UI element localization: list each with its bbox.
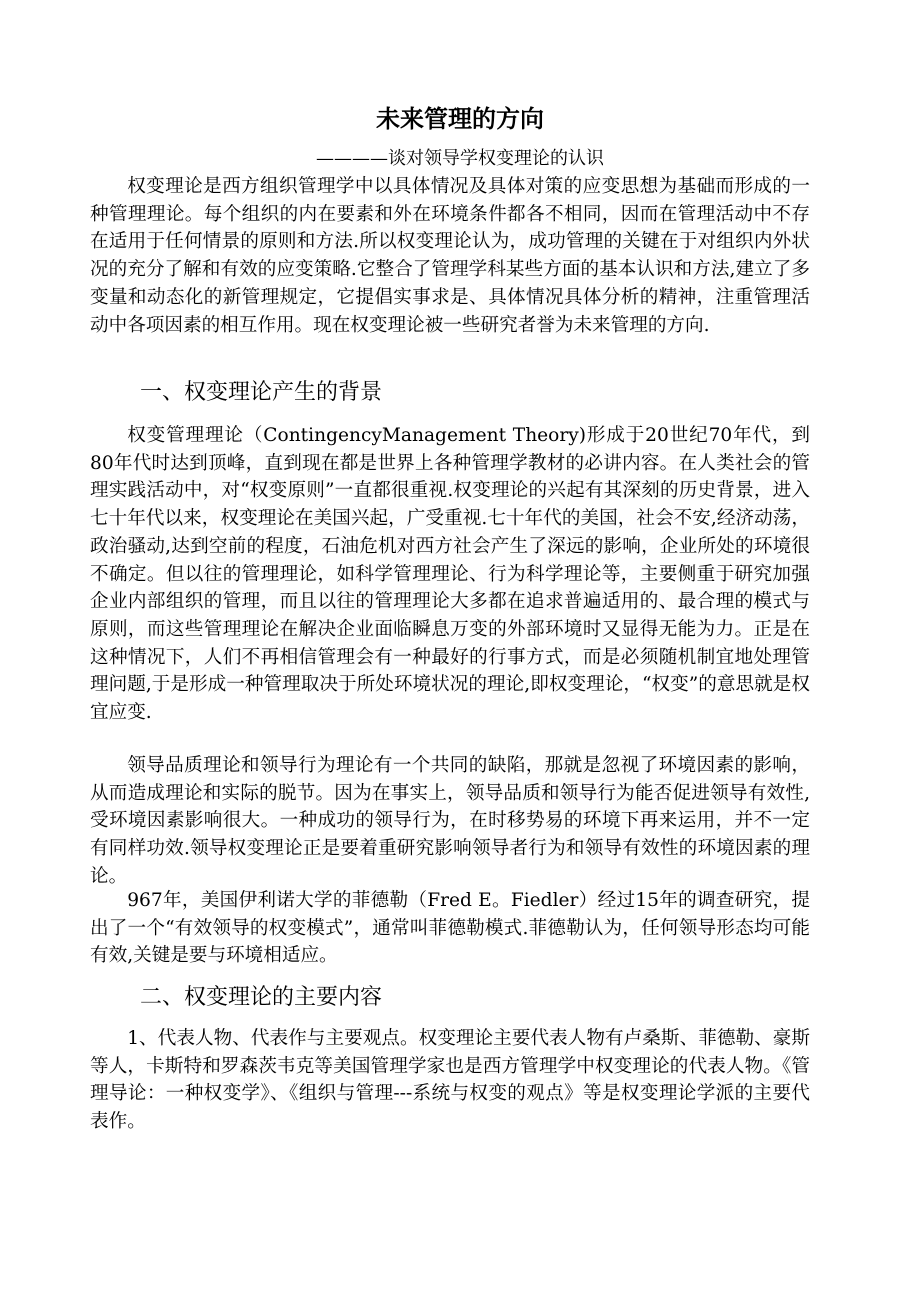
background-paragraph-2: 领导品质理论和领导行为理论有一个共同的缺陷，那就是忽视了环境因素的影响，从而造成理论和实际的脱节。因为在事实上，领导品质和领导行为能否促进领导有效性,受环境因素影响很大。一种成功的领导行为，在时移势易的环境下再来运用，并不一定有同样功效.领导权变理论正是要着重研究影响领导者行为和领导有效性的环境因素的理论。 [90, 755, 810, 887]
background-paragraph-1: 权变管理理论（ContingencyManagement Theory)形成于20世纪70年代，到80年代时达到顶峰，直到现在都是世界上各种管理学教材的必讲内容。在人类社会的管理实践活动中，对“权变原则”一直都很重视.权变理论的兴起有其深刻的历史背景，进入七十年代以来，权变理论在美国兴起，广受重视.七十年代的美国，社会不安,经济动荡，政治骚动,达到空前的程度，石油危机对西方社会产生了深远的影响，企业所处的环境很不确定。但以往的管理理论，如科学管理理论、行为科学理论等，主要侧重于研究加强企业内部组织的管理，而且以往的管理理论大多都在追求普遍适用的、最合理的模式与原则，而这些管理理论在解决企业面临瞬息万变的外部环境时又显得无能为力。正是在这种情况下，人们不再相信管理会有一种最好的行事方式，而是必须随机制宜地处理管理问题,于是形成一种管理取决于所处环境状况的理论,即权变理论，“权变”的意思就是权宜应变. [90, 425, 810, 724]
intro-paragraph: 权变理论是西方组织管理学中以具体情况及具体对策的应变思想为基础而形成的一种管理理论。每个组织的内在要素和外在环境条件都各不相同，因而在管理活动中不存在适用于任何情景的原则和方法.所以权变理论认为，成功管理的关键在于对组织内外状况的充分了解和有效的应变策略.它整合了管理学科某些方面的基本认识和方法,建立了多变量和动态化的新管理规定，它提倡实事求是、具体情况具体分析的精神，注重管理活动中各项因素的相互作用。现在权变理论被一些研究者誉为未来管理的方向. [90, 176, 810, 336]
document-subtitle: ————谈对领导学权变理论的认识 [316, 148, 604, 169]
background-paragraph-3: 967年，美国伊利诺大学的菲德勒（Fred E。Fiedler）经过15年的调查研究，提出了一个“有效领导的权变模式”，通常叫菲德勒模式.菲德勒认为，任何领导形态均可能有效,关键是要与环境相适应。 [90, 890, 810, 967]
main-content-paragraph-1: 1、代表人物、代表作与主要观点。权变理论主要代表人物有卢桑斯、菲德勒、豪斯等人，卡斯特和罗森茨韦克等美国管理学家也是西方管理学中权变理论的代表人物。《管理导论：一种权变学》、《组织与管理---系统与权变的观点》等是权变理论学派的主要代表作。 [90, 1028, 810, 1133]
section-heading-main-content: 二、权变理论的主要内容 [140, 985, 383, 1010]
section-heading-background: 一、权变理论产生的背景 [140, 380, 383, 405]
document-title: 未来管理的方向 [376, 105, 544, 133]
